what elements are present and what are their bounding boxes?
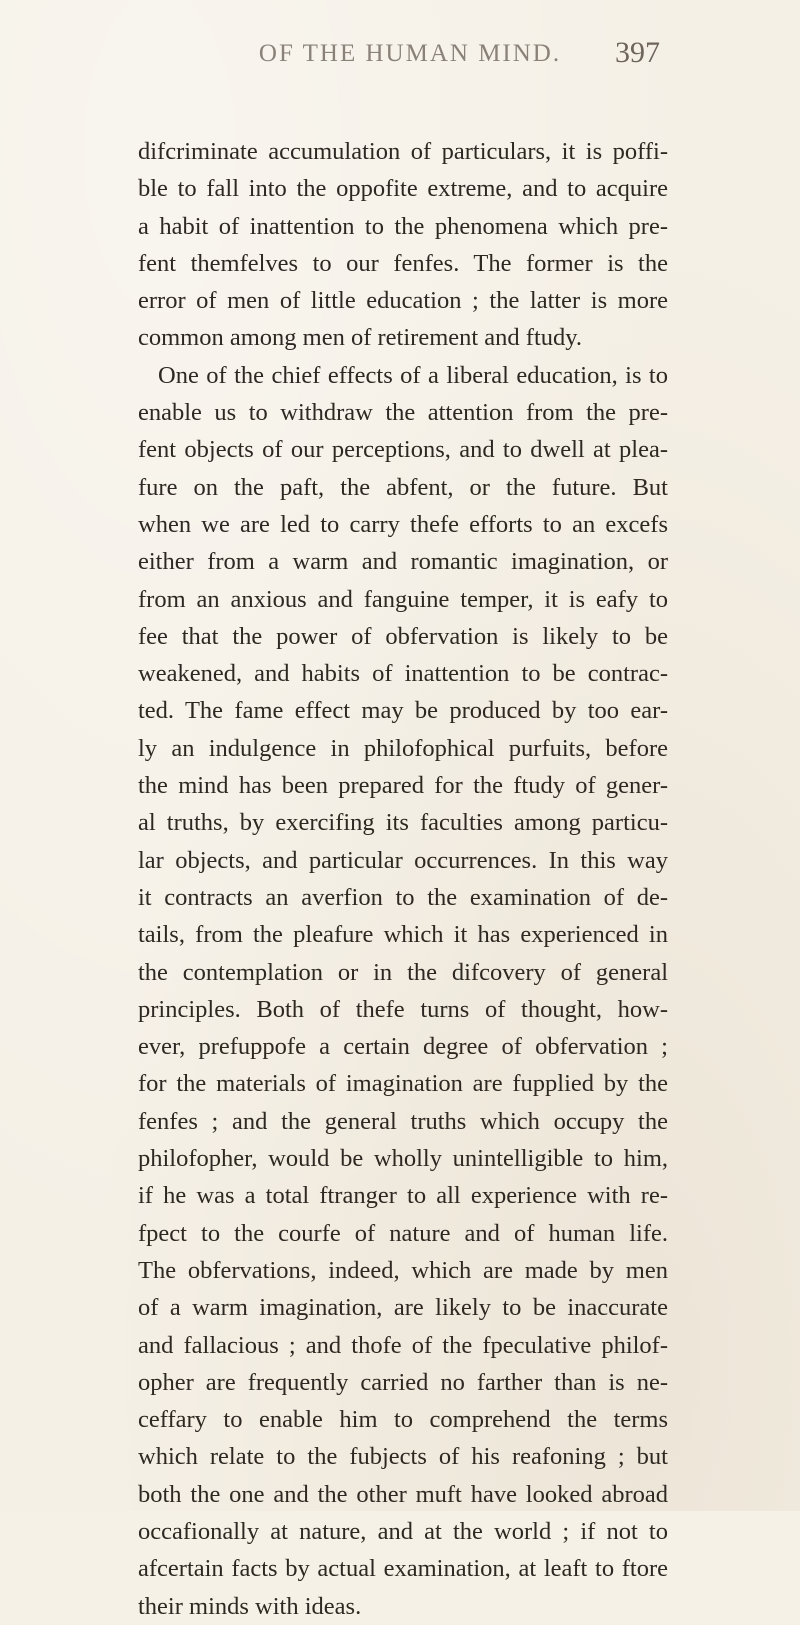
text-line: enable us to withdraw the attention from the pre- — [138, 399, 668, 427]
text-line: the contemplation or in the difcovery of general — [138, 958, 668, 986]
text-line: a habit of inattention to the phenomena which pre- — [138, 212, 668, 240]
text-line: difcriminate accumulation of particulars, it is poffi- — [138, 138, 668, 165]
text-line: afcertain facts by actual examination, at leaft to ftore — [138, 1555, 668, 1583]
text-line: ly an indulgence in philofophical purfuits, before — [138, 734, 668, 762]
text-line: fenfes ; and the general truths which occupy the — [138, 1107, 668, 1135]
text-line: ceffary to enable him to comprehend the terms — [138, 1406, 668, 1434]
text-line: of a warm imagination, are likely to be inaccurate — [138, 1294, 668, 1322]
text-line: principles. Both of thefe turns of thought, how- — [138, 995, 668, 1023]
text-line: fure on the paft, the abfent, or the future. But — [138, 473, 668, 501]
text-line: from an anxious and fanguine temper, it is eafy to — [138, 585, 668, 613]
text-line: their minds with ideas. — [138, 1592, 362, 1620]
text-line: for the materials of imagination are fupplied by the — [138, 1070, 668, 1098]
text-line: occafionally at nature, and at the world ; if not to — [138, 1517, 668, 1545]
text-line: ted. The fame effect may be produced by too ear- — [138, 697, 668, 725]
text-line: philofopher, would be wholly unintelligible to him, — [138, 1145, 668, 1173]
text-line: both the one and the other muft have looked abroad — [138, 1480, 668, 1508]
text-line: tails, from the pleafure which it has experienced in — [138, 921, 668, 949]
text-line: ble to fall into the oppofite extreme, and to acquire — [138, 175, 668, 203]
body-text — [138, 133, 668, 1625]
running-title: OF THE HUMAN MIND. — [258, 40, 562, 67]
text-line: fee that the power of obfervation is likely to be — [138, 622, 668, 650]
text-line: common among men of retirement and ftudy. — [138, 324, 583, 352]
text-line: which relate to the fubjects of his reafoning ; but — [138, 1443, 668, 1471]
text-line: al truths, by exercifing its faculties among particu- — [138, 809, 668, 837]
text-line: fent objects of our perceptions, and to dwell at plea- — [138, 436, 668, 464]
text-line: One of the chief effects of a liberal education, is to — [158, 361, 668, 389]
text-line: lar objects, and particular occurrences. In this way — [138, 846, 668, 874]
text-line: fpect to the courfe of nature and of human life. — [138, 1219, 668, 1247]
text-line: when we are led to carry thefe efforts to an excefs — [138, 510, 668, 538]
text-line: and fallacious ; and thofe of the fpeculative philof- — [138, 1331, 668, 1359]
text-line: fent themfelves to our fenfes. The former is the — [138, 249, 668, 277]
text-line: the mind has been prepared for the ftudy of gener- — [138, 772, 668, 800]
text-line: either from a warm and romantic imagination, or — [138, 548, 668, 576]
page-number: 397 — [615, 36, 660, 69]
text-line: The obfervations, indeed, which are made by men — [138, 1256, 668, 1284]
text-line: error of men of little education ; the latter is more — [138, 287, 668, 315]
text-line: weakened, and habits of inattention to be contrac- — [138, 660, 668, 688]
text-line: if he was a total ftranger to all experience with re- — [138, 1182, 668, 1210]
text-line: ever, prefuppofe a certain degree of obfervation ; — [138, 1033, 668, 1061]
text-line: it contracts an averfion to the examination of de- — [138, 883, 668, 911]
text-line: opher are frequently carried no farther than is ne- — [138, 1368, 668, 1396]
